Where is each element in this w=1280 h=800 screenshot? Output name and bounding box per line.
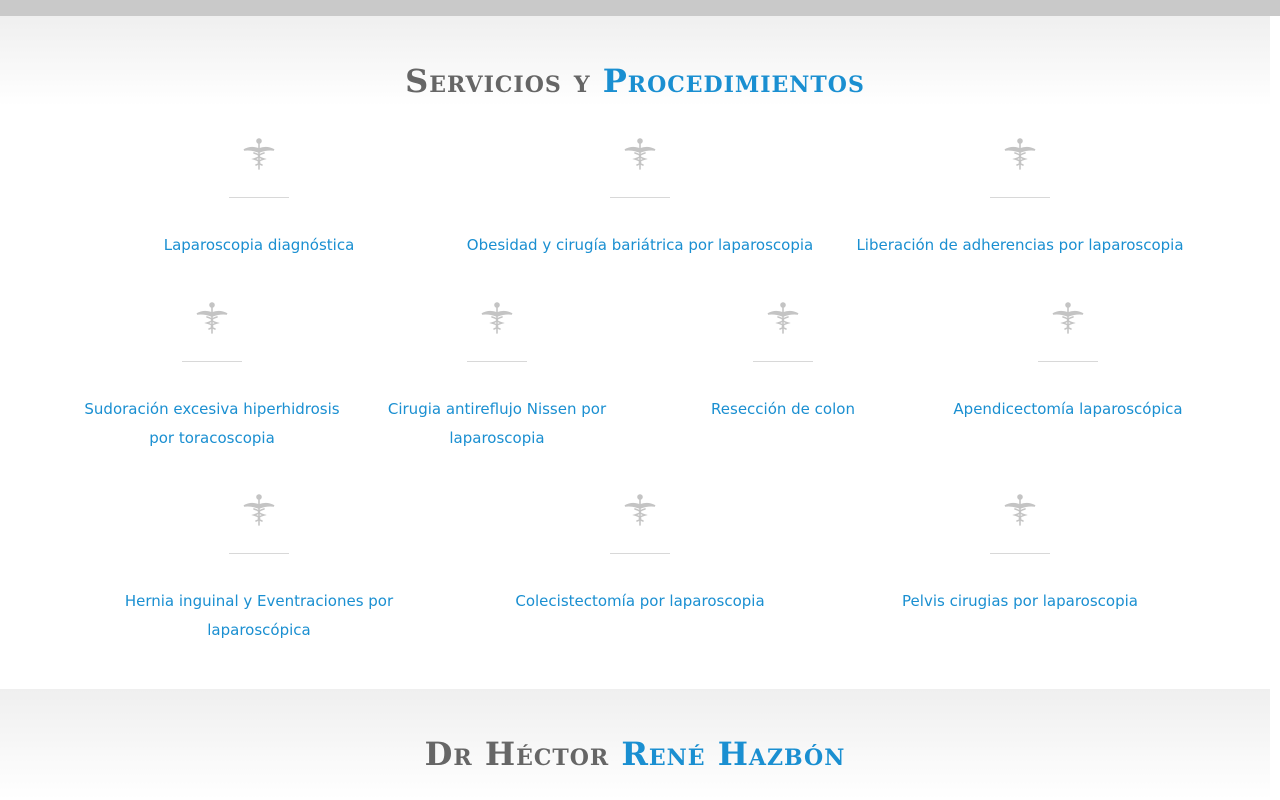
top-bar: [0, 0, 1280, 16]
service-link[interactable]: Cirugia antireflujo Nissen por laparoscopia: [387, 400, 607, 447]
service-divider: [610, 197, 670, 198]
service-item[interactable]: [382, 301, 612, 453]
service-divider: [467, 361, 527, 362]
service-divider: [753, 361, 813, 362]
service-link[interactable]: Sudoración excesiva hiperhidrosis por toracoscopia: [84, 400, 340, 447]
service-item[interactable]: [460, 137, 820, 260]
service-divider: [990, 553, 1050, 554]
service-link[interactable]: Resección de colon: [711, 400, 855, 418]
service-item[interactable]: [673, 301, 893, 424]
service-item[interactable]: [129, 137, 389, 260]
service-item[interactable]: [490, 493, 790, 616]
service-divider: [182, 361, 242, 362]
service-divider: [610, 553, 670, 554]
caduceus-icon: [623, 493, 657, 527]
service-link[interactable]: Apendicectomía laparoscópica: [953, 400, 1183, 418]
service-link[interactable]: Liberación de adherencias por laparoscopia: [856, 236, 1184, 254]
scrollbar-gutter: [1270, 16, 1280, 800]
caduceus-icon: [242, 493, 276, 527]
caduceus-icon: [1051, 301, 1085, 335]
caduceus-icon: [766, 301, 800, 335]
service-divider: [990, 197, 1050, 198]
service-item[interactable]: [850, 137, 1190, 260]
service-divider: [1038, 361, 1098, 362]
service-divider: [229, 197, 289, 198]
doctor-title-part2: René Hazbón: [621, 735, 846, 773]
service-link[interactable]: Colecistectomía por laparoscopia: [515, 592, 765, 610]
service-item[interactable]: [870, 493, 1170, 616]
doctor-section-title: [0, 735, 1270, 773]
service-link[interactable]: Laparoscopia diagnóstica: [163, 236, 355, 254]
caduceus-icon: [1003, 493, 1037, 527]
services-title-part2: Procedimientos: [602, 62, 865, 100]
services-title-part1: Servicios y: [405, 62, 591, 100]
service-link[interactable]: Obesidad y cirugía bariátrica por laparoscopia: [466, 236, 814, 254]
caduceus-icon: [195, 301, 229, 335]
caduceus-icon: [480, 301, 514, 335]
caduceus-icon: [242, 137, 276, 171]
service-item[interactable]: [82, 301, 342, 453]
service-link[interactable]: Hernia inguinal y Eventraciones por laparoscópica: [124, 592, 394, 639]
service-link[interactable]: Pelvis cirugias por laparoscopia: [902, 592, 1138, 610]
caduceus-icon: [623, 137, 657, 171]
service-divider: [229, 553, 289, 554]
service-item[interactable]: [948, 301, 1188, 424]
doctor-title-part1: Dr Héctor: [424, 735, 610, 773]
service-item[interactable]: [119, 493, 399, 645]
services-section-title: [0, 62, 1270, 100]
caduceus-icon: [1003, 137, 1037, 171]
